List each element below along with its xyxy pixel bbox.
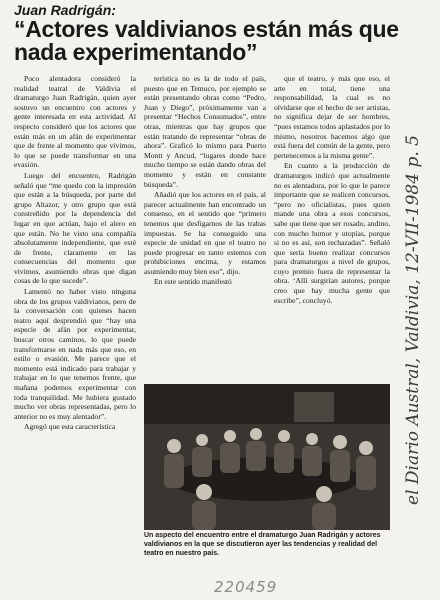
paragraph: que el teatro, y más que eso, el arte en total, tiene una responsabilidad, la cual es no olvidarse que el hecho de ser artistas, no significa dejar de ser hombres, “pues estamos todos aplastados por lo mismo, nosotros hacemos algo que está fuera del común de la gente, pero pertenecemos a la misma gente”. bbox=[274, 74, 390, 160]
body-column-1 bbox=[14, 74, 136, 590]
paragraph: Luego del encuentro, Radrigán señaló que “me quedo con la impresión que están a la búsqueda, por parte del grupo Altazor, y otro grupo que está constreñido por la dependencia del lugar en que actúan, bajo el alero en que están. No he visto una compañía absolutamente independiente, que esté de frente, claramente en las consecuencias del momento que vivimos, asumiendo obras que digan cosas de lo que sucede”. bbox=[14, 170, 136, 286]
article-kicker: Juan Radrigán: bbox=[14, 2, 116, 18]
handwritten-source-note bbox=[390, 70, 436, 570]
photo-caption: Un aspecto del encuentro entre el dramaturgo Juan Radrigán y actores valdivianos en la que se discutieron ayer las tendencias y realidad del teatro en nuestro país. bbox=[144, 532, 381, 557]
paragraph: En cuanto a la producción de dramaturgos indicó que actualmente no es alentadora, por lo que le parece importante que se realicen concursos, “pero no oficialistas, pues quien mande una obra a esos concursos, sabe que tiene que ser rosado, andino, con mucho humor y utopías, porque si no es así, son rechazadas”. Señaló que sería bueno realizar concursos para dramaturgos a nivel de grupos, cuyo premio fuera de representar la obra. ‘Allí surgirían autores, porque creo que hay mucha gente que escribe”, concluyó. bbox=[274, 161, 390, 305]
article-headline: “Actores valdivianos están más que nada experimentando” bbox=[14, 16, 399, 65]
meeting-photo bbox=[144, 384, 390, 530]
paragraph: Añadió que los actores en el país, al parecer actualmente han encontrado un consenso, en el sentido que “primero tenemos que desfigarnos de las trabas impuestas. Se ha conseguido una especie de unidad en que el teatro no puede progresar en tanto estemos con prohibiciones encima, y estamos asumiendo muy bien eso”, dijo. bbox=[144, 190, 266, 276]
paragraph: Agregó que esta característica bbox=[24, 422, 116, 432]
body-column-3 bbox=[274, 74, 390, 380]
paragraph: terística no es la de todo el país, puesto que en Temuco, por ejemplo se están presentando obras como “Pedro, Juan y Diego”, próximamente van a presentar “Hechos Consumados”, entre otras, mientras que hay grupos que están tratando de representar “obras de ahora”. Graficó lo mismo para Puerto Montt y Ancud, “lugares donde hace mucho tiempo se están dando obras del momento y están en constante búsqueda”. bbox=[144, 74, 266, 189]
meeting-photo-image bbox=[144, 384, 390, 530]
paragraph: Poco alentadora consideró la realidad teatral de Valdivia el dramaturgo Juan Radrigán, quien ayer sostuvo un encuentro con actores y gente interesada en esta actividad. Al respecto consideró que los actores que están más en un afán de experimentar que de frente al momento que vivimos, lo que se puede transformar en una evasión. bbox=[14, 74, 136, 170]
archive-number-stamp: 220459 bbox=[214, 578, 278, 596]
paragraph: Lamentó no haber visto ninguna obra de los grupos valdivianos, pero de la conversación con quienes hacen teatro aquí desprendió que “hay una especie de afán por experimentar, buscar otros caminos, lo que puede transformarse en nada más que eso, en estilo o evasión. Me parece que el momento está indicado para trabajar y trabajar en lo que tenemos frente, que mañana podemos experimentar con toda tranquilidad. Me hubiera gustado mucho ver obras representadas, pero lo anterior no es muy alentador”. bbox=[14, 287, 136, 421]
body-column-2 bbox=[144, 74, 266, 380]
paragraph: En este sentido manifestó bbox=[154, 277, 232, 287]
handwritten-source-text: el Diario Austral, Valdivia, 12-VII-1984 p. 5 bbox=[403, 135, 423, 505]
